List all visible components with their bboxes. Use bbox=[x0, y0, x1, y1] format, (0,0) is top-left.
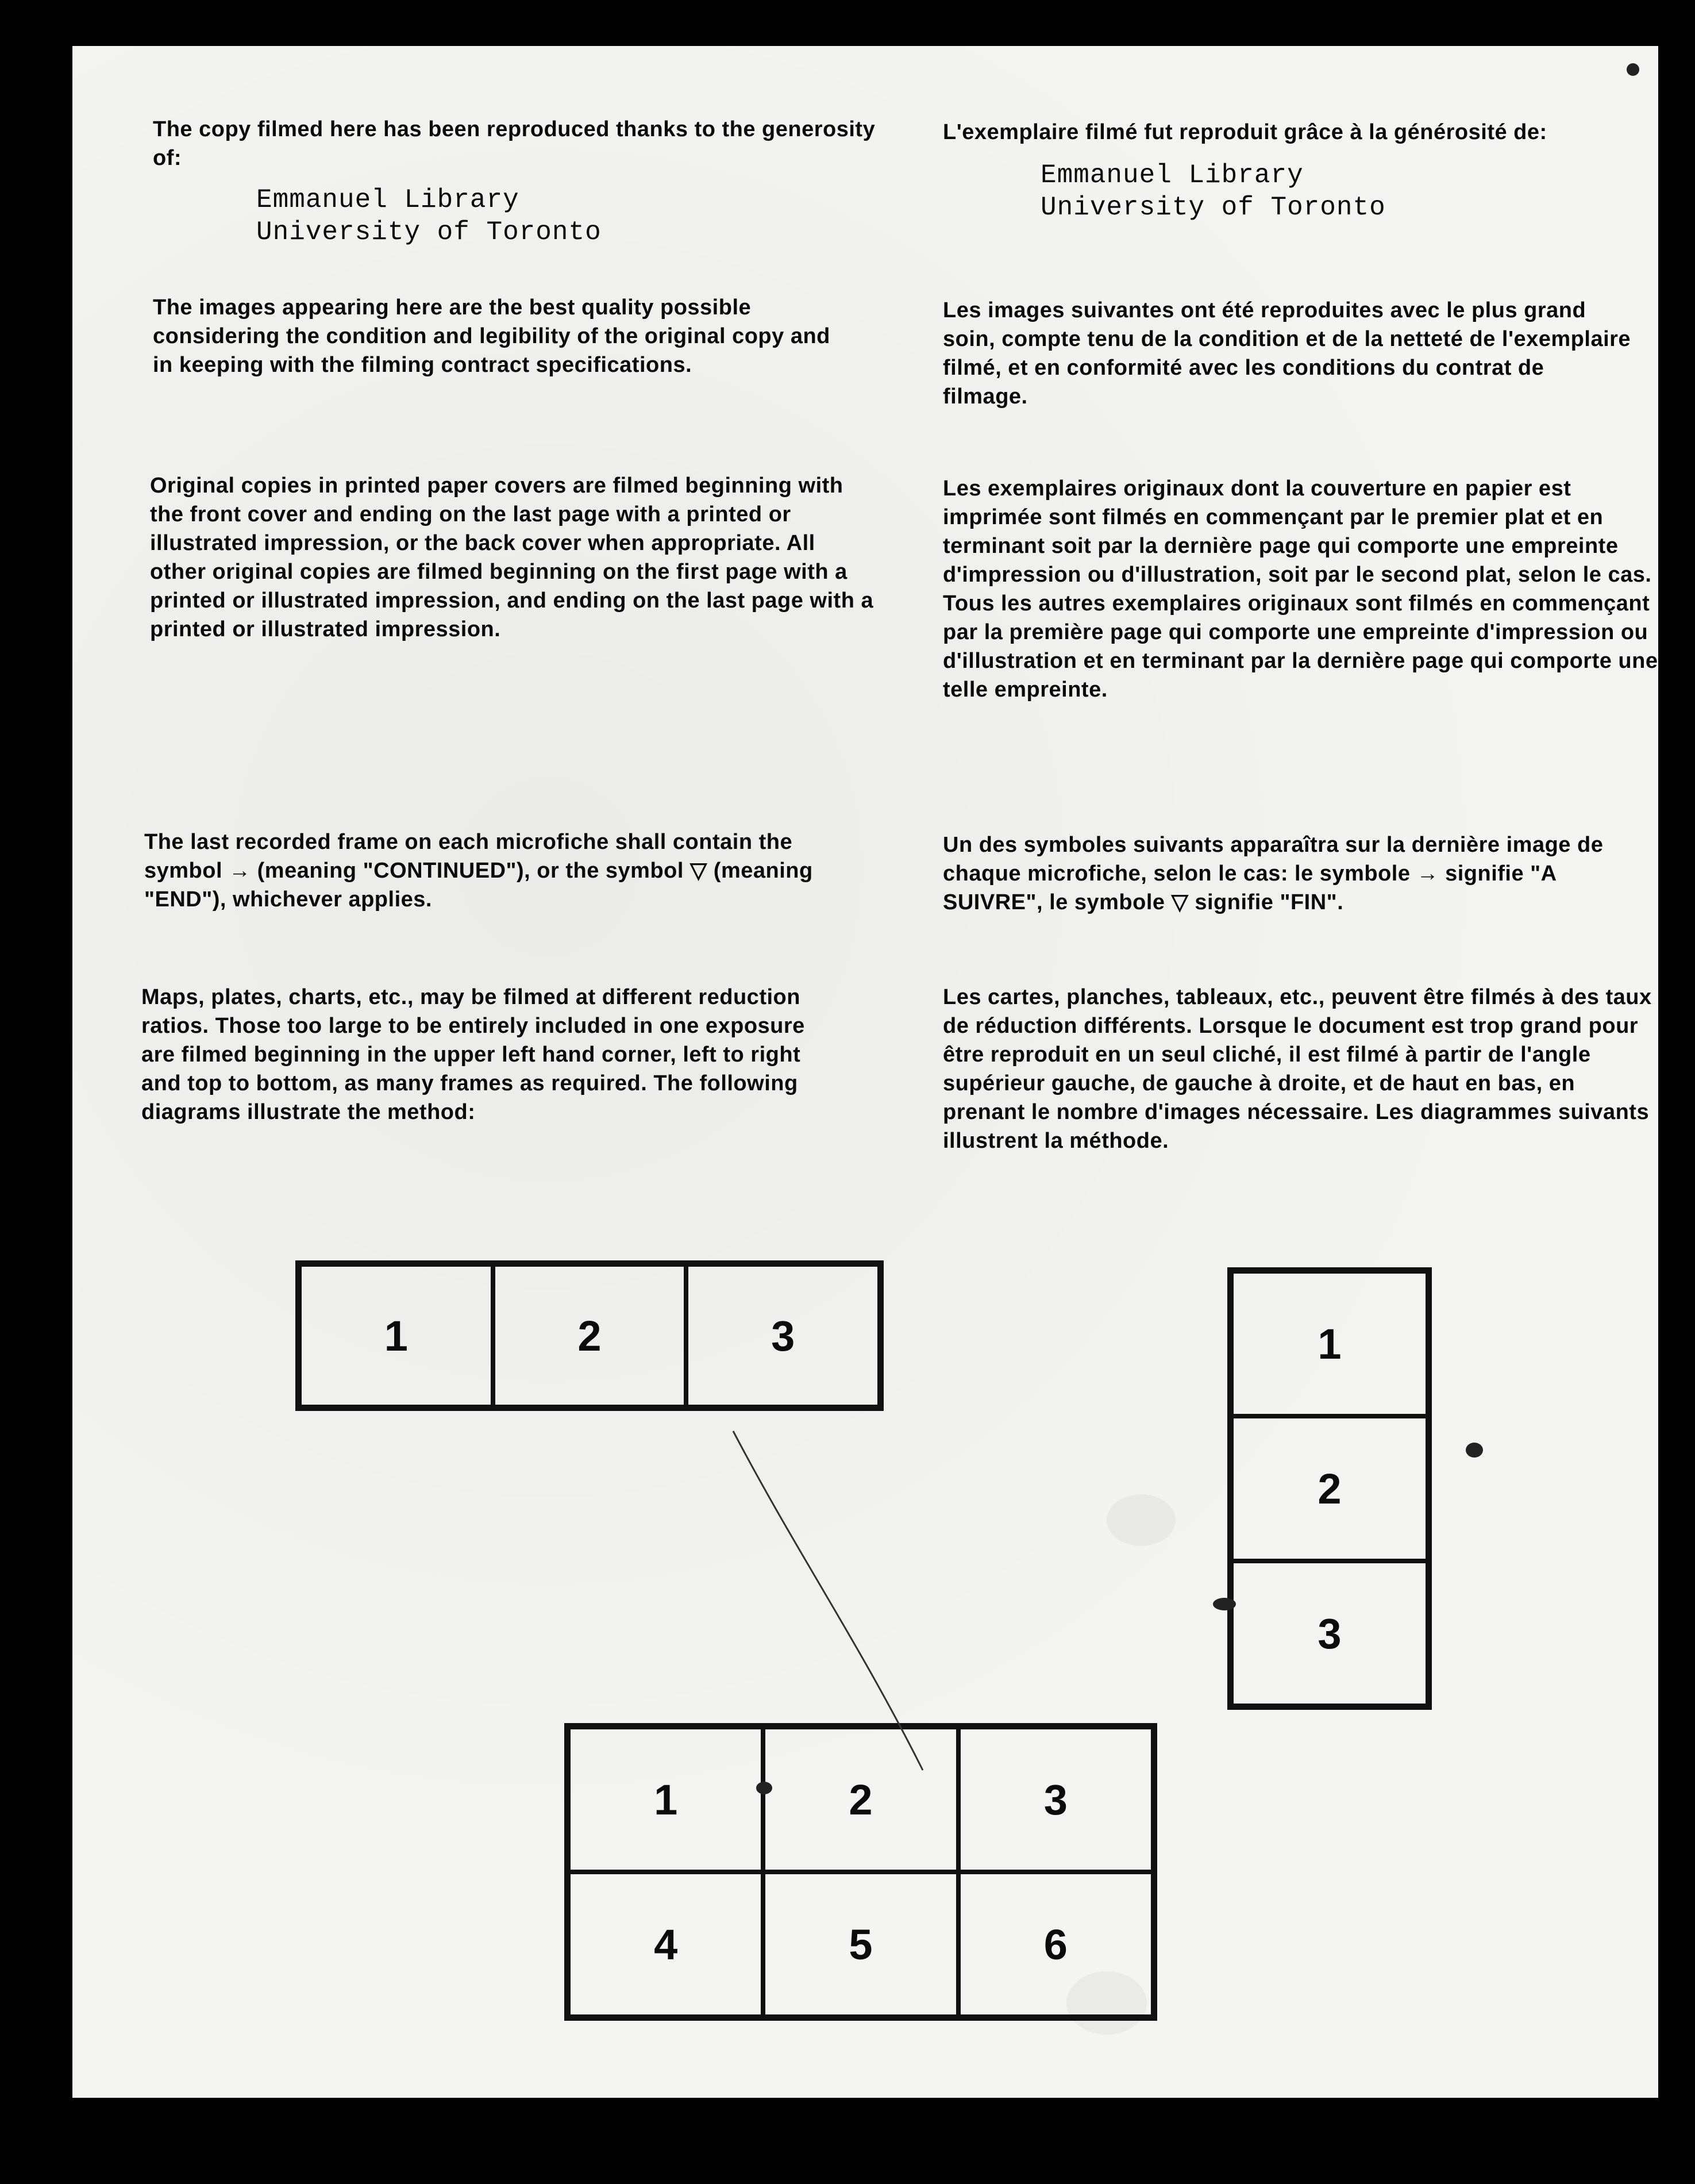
french-quality-text: Les images suivantes ont été reproduites avec le plus grand soin, compte tenu de la condition et de la netteté de l'exemplaire filmé, et en conformité avec les conditions du contrat de filmage. bbox=[943, 298, 1631, 409]
english-maps-text: Maps, plates, charts, etc., may be filmed at different reduction ratios. Those too large to be entirely included in one exposure are filmed beginning in the upper left hand corner, left to right and top to bottom, as many frames as required. The following diagrams illustrate the method: bbox=[141, 985, 805, 1124]
frame-cell: 3 bbox=[686, 1264, 880, 1407]
frame-cell: 2 bbox=[763, 1727, 958, 1872]
english-quality-text: The images appearing here are the best quality possible considering the condition and legibility of the original copy and in keeping with the filming contract specifications. bbox=[153, 295, 830, 377]
frame-cell: 1 bbox=[568, 1727, 763, 1872]
frame-cell: 5 bbox=[763, 1872, 958, 2017]
frame-cell: 2 bbox=[1231, 1416, 1428, 1561]
frame-cell: 1 bbox=[1231, 1271, 1428, 1416]
english-last-frame-paragraph bbox=[144, 828, 857, 914]
english-original-copies-paragraph bbox=[150, 471, 874, 644]
english-intro: The copy filmed here has been reproduced thanks to the generosity of: bbox=[153, 117, 876, 170]
french-maps-text: Les cartes, planches, tableaux, etc., peuvent être filmés à des taux de réduction différents. Lorsque le document est trop grand pour être reproduit en un seul cliché, il est filmé à partir de l'angle supérieur gauche, de gauche à droite, et de haut en bas, en prenant le nombre d'images nécessaire. Les diagrammes suivants illustrent la méthode. bbox=[943, 985, 1652, 1153]
microfiche-target-page bbox=[72, 46, 1658, 2098]
french-quality-paragraph bbox=[943, 296, 1632, 411]
french-library-name: Emmanuel Library bbox=[1041, 160, 1304, 190]
frame-cell: 3 bbox=[958, 1727, 1153, 1872]
frame-cell: 2 bbox=[493, 1264, 687, 1407]
vertical-frames-diagram bbox=[1227, 1267, 1432, 1710]
french-last-frame-paragraph bbox=[943, 830, 1644, 917]
dust-speck bbox=[1213, 1598, 1236, 1610]
french-maps-paragraph bbox=[943, 983, 1661, 1155]
dust-speck bbox=[756, 1782, 772, 1794]
frame-cell: 6 bbox=[958, 1872, 1153, 2017]
english-column bbox=[153, 115, 888, 248]
frame-cell: 4 bbox=[568, 1872, 763, 2017]
french-original-copies-paragraph bbox=[943, 474, 1661, 704]
english-library-name: Emmanuel Library bbox=[256, 185, 519, 215]
stain bbox=[1107, 1494, 1176, 1546]
english-original-copies-text: Original copies in printed paper covers are filmed beginning with the front cover and ending on the last page with a printed or illustrated impression, or the back cover when appropriate. All other original copies are filmed beginning on the first page with a printed or illustrated impression, and ending on the last page with a printed or illustrated impression. bbox=[150, 474, 874, 641]
french-last-frame-text: Un des symboles suivants apparaîtra sur la dernière image de chaque microfiche, selon le cas: le symbole → signifie "A SUIVRE", le symbole ▽ signifie "FIN". bbox=[943, 833, 1604, 914]
french-intro: L'exemplaire filmé fut reproduit grâce à la générosité de: bbox=[943, 120, 1547, 144]
stain bbox=[1066, 1971, 1147, 2035]
dust-speck bbox=[1627, 63, 1639, 76]
frame-cell: 1 bbox=[299, 1264, 493, 1407]
english-last-frame-text: The last recorded frame on each microfiche shall contain the symbol → (meaning "CONTINUED"), or the symbol ▽ (meaning "END"), whichever applies. bbox=[144, 830, 813, 912]
dust-speck bbox=[1466, 1443, 1483, 1458]
frame-cell: 3 bbox=[1231, 1561, 1428, 1706]
french-library-institution: University of Toronto bbox=[1041, 193, 1386, 222]
english-maps-paragraph bbox=[141, 983, 831, 1126]
scratch-line bbox=[727, 1425, 934, 1782]
french-column bbox=[943, 118, 1655, 224]
english-quality-paragraph bbox=[153, 293, 842, 379]
english-library-institution: University of Toronto bbox=[256, 217, 602, 247]
horizontal-frames-diagram bbox=[295, 1260, 884, 1411]
french-original-copies-text: Les exemplaires originaux dont la couverture en papier est imprimée sont filmés en commençant par le premier plat et en terminant soit par la dernière page qui comporte une empreinte d'impression ou d'illustration, soit par le second plat, selon le cas. Tous les autres exemplaires originaux sont filmés en commençant par la première page qui comporte une empreinte d'impression ou d'illustration et en terminant par la dernière page qui comporte une telle empreinte. bbox=[943, 476, 1658, 702]
